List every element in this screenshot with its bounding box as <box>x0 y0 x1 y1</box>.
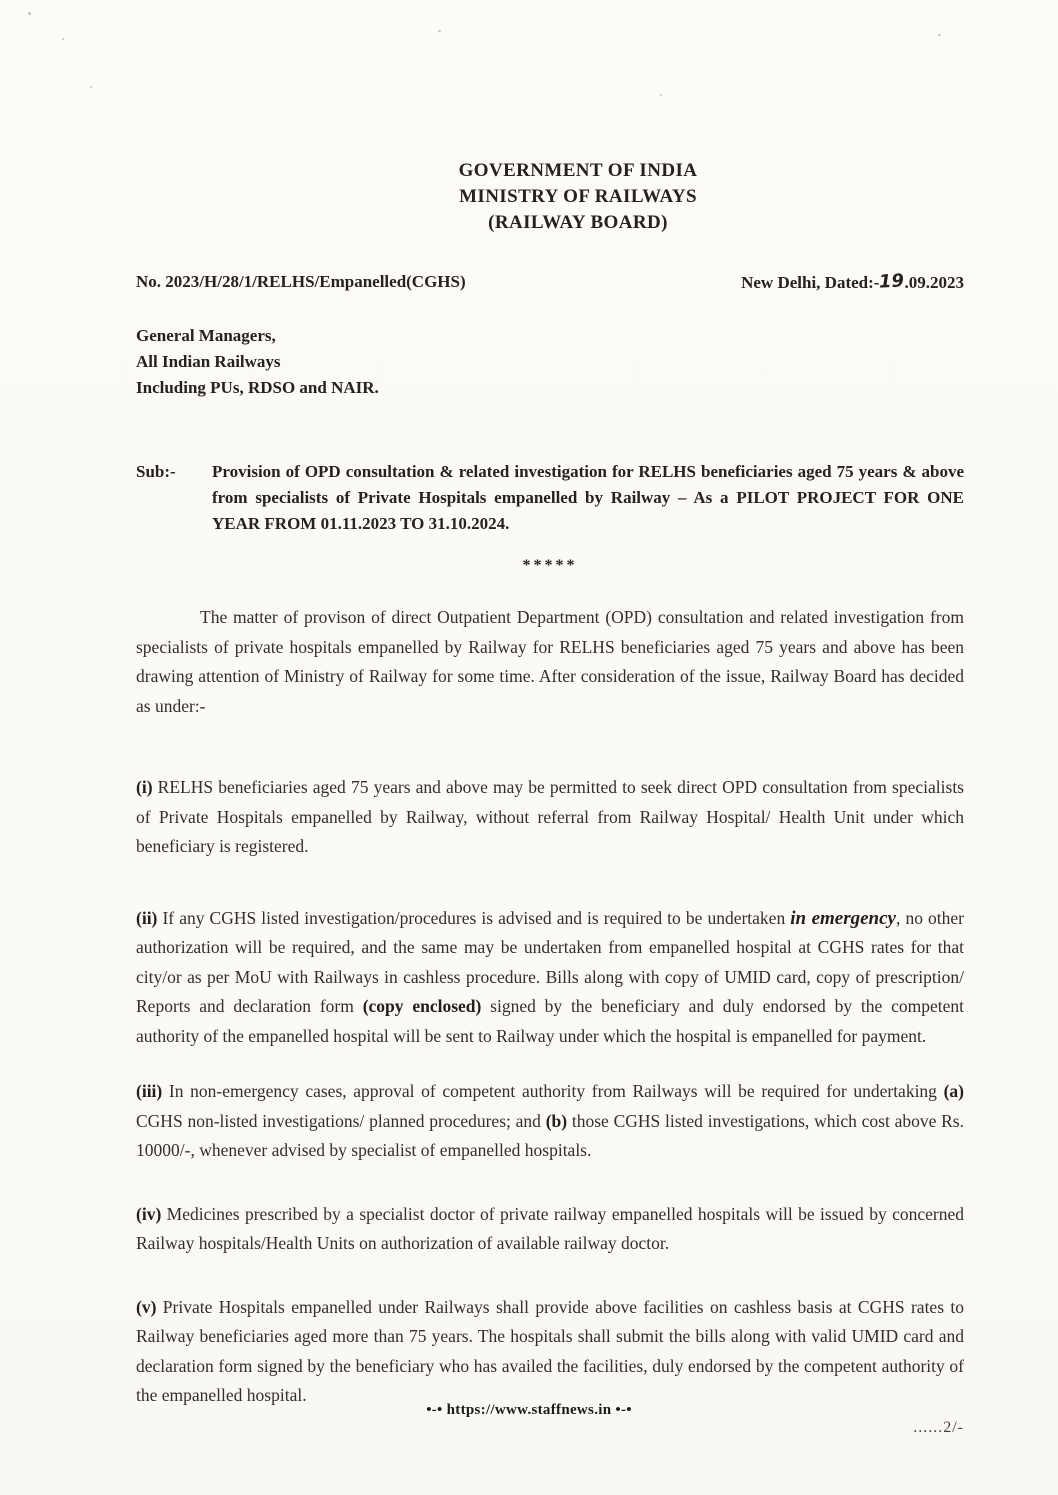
subject-label: Sub:- <box>136 462 176 481</box>
scan-artifact <box>438 30 441 32</box>
subject-text: Provision of OPD consultation & related investigation for RELHS beneficiaries aged 75 years & above from specialists of Private Hospitals empanelled by Railway – As a PILOT PROJECT FOR ONE YEAR FROM 01.11.2023 TO 31.10.2024. <box>212 462 964 533</box>
scan-artifact <box>90 86 92 88</box>
addressee-line: Including PUs, RDSO and NAIR. <box>136 378 379 397</box>
footer-watermark: •-• https://www.staffnews.in •-• <box>426 1402 632 1418</box>
continuation-note: ......2/- <box>913 1418 964 1436</box>
addressee-line: General Managers, <box>136 326 276 345</box>
body-item-i <box>136 773 964 862</box>
letter-content <box>136 158 964 1437</box>
body-item-iii <box>136 1077 964 1166</box>
handwritten-date-day: 19 <box>878 270 905 293</box>
item-iii-label: (iii) <box>136 1081 163 1101</box>
item-iii-label-a: (a) <box>943 1081 964 1101</box>
letterhead <box>136 158 964 236</box>
item-ii-text: If any CGHS listed investigation/procedures is advised and is required to be undertaken <box>157 907 791 928</box>
body-item-iv <box>136 1200 964 1259</box>
government-title: GOVERNMENT OF INDIA <box>458 160 698 181</box>
item-iv-label: (iv) <box>136 1203 162 1224</box>
addressee-block <box>136 323 964 401</box>
reference-row <box>136 272 964 293</box>
item-ii-text: , no other authorization will be required, and the same may be undertaken from empanelled hospital at CGHS rates for that city/or as per MoU with Railways in cashless procedure. Bills along with copy of UMID card, copy of prescription/ Reports and declaration form <box>136 907 964 1016</box>
scan-artifact <box>28 12 31 15</box>
scan-artifact <box>62 38 64 40</box>
addressee-line: All Indian Railways <box>136 352 281 371</box>
ministry-title: MINISTRY OF RAILWAYS <box>459 186 697 207</box>
board-title: (RAILWAY BOARD) <box>488 212 668 233</box>
item-ii-label: (ii) <box>136 907 158 928</box>
item-iii-label-b: (b) <box>545 1110 568 1131</box>
date-prefix: New Delhi, Dated:- <box>741 273 880 292</box>
item-iii-text: CGHS non-listed investigations/ planned procedures; and <box>136 1110 546 1131</box>
item-ii-emphasis: in emergency <box>790 907 896 929</box>
item-iii-text: those CGHS listed investigations, which cost above Rs. 10000/-, whenever advised by specialist of empanelled hospitals. <box>136 1110 964 1160</box>
date-rest: .09.2023 <box>904 273 964 292</box>
subject-block <box>136 459 964 537</box>
body-item-v <box>136 1293 964 1411</box>
item-iii-text: In non-emergency cases, approval of competent authority from Railways will be required for undertaking <box>162 1081 944 1101</box>
body-item-ii <box>136 904 964 1052</box>
item-i-text: RELHS beneficiaries aged 75 years and above may be permitted to seek direct OPD consultation from specialists of Private Hospitals empanelled by Railway, without referral from Railway Hospital/ Health Unit under which beneficiary is registered. <box>136 777 964 856</box>
item-iv-text: Medicines prescribed by a specialist doctor of private railway empanelled hospitals will be issued by concerned Railway hospitals/Health Units on authorization of available railway doctor. <box>136 1203 964 1253</box>
item-i-label: (i) <box>136 777 153 797</box>
reference-number: No. 2023/H/28/1/RELHS/Empanelled(CGHS) <box>136 272 466 291</box>
item-v-text: Private Hospitals empanelled under Railways shall provide above facilities on cashless basis at CGHS rates to Railway beneficiaries aged more than 75 years. The hospitals shall submit the bills along with valid UMID card and declaration form signed by the beneficiary who has availed the facilities, duly endorsed by the competent authority of the empanelled hospital. <box>136 1296 964 1405</box>
separator-stars: ***** <box>522 557 578 574</box>
scan-artifact <box>660 94 662 96</box>
item-ii-bold-note: (copy enclosed) <box>362 996 482 1016</box>
scan-artifact <box>938 34 941 36</box>
intro-paragraph: The matter of provison of direct Outpatient Department (OPD) consultation and related investigation from specialists of private hospitals empanelled by Railway for RELHS beneficiaries aged 75 years and above has been drawing attention of Ministry of Railway for some time. After consideration of the issue, Railway Board has decided as under:- <box>136 607 964 716</box>
item-ii-text: signed by the beneficiary and duly endorsed by the competent authority of the empanelled hospital will be sent to Railway under which the hospital is empanelled for payment. <box>136 996 964 1046</box>
item-v-label: (v) <box>136 1296 157 1317</box>
place-date-line <box>741 272 964 293</box>
